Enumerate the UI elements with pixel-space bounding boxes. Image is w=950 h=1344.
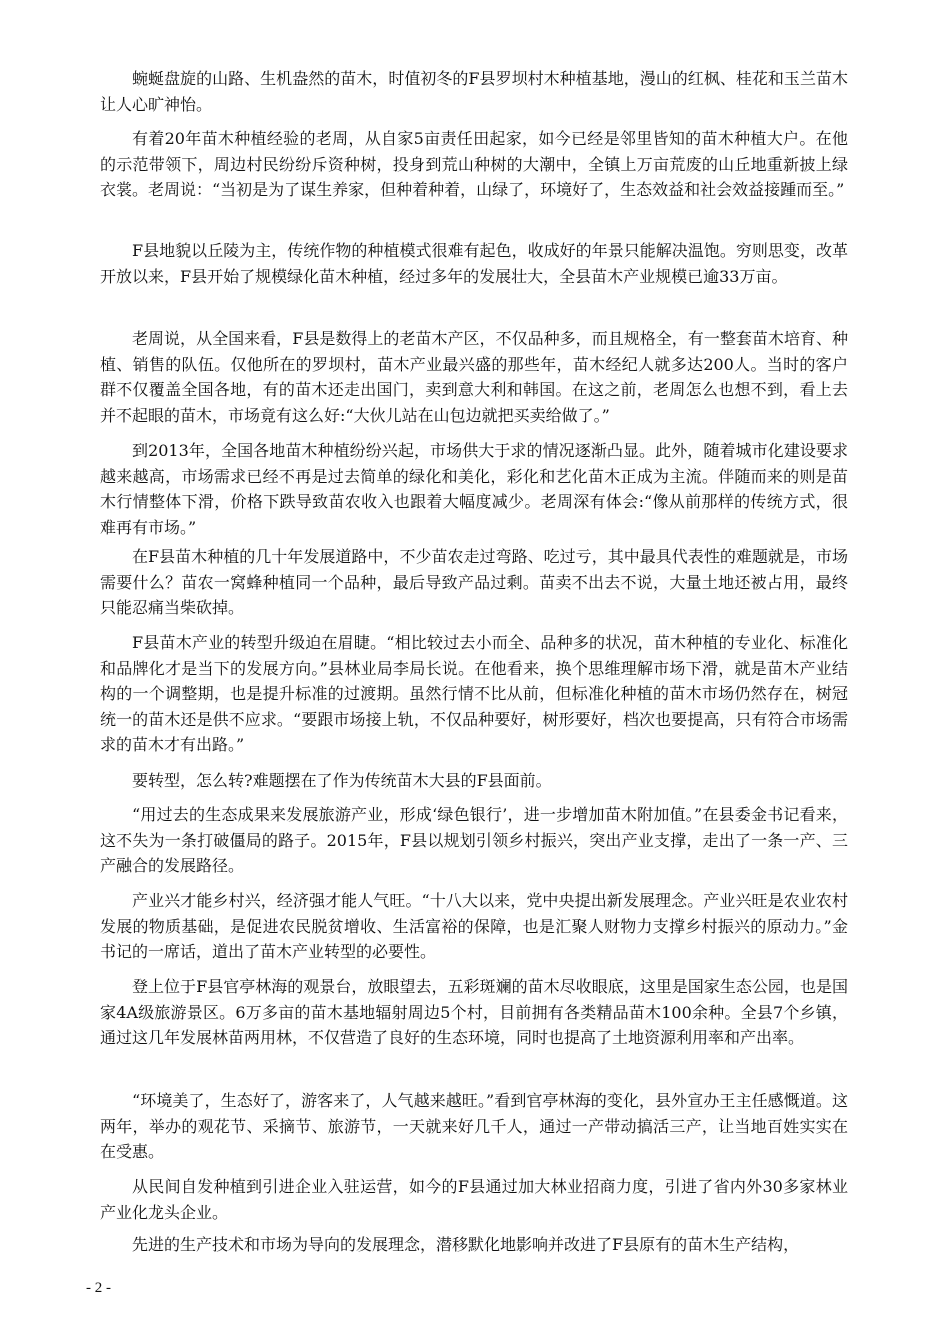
paragraph-12: “环境美了，生态好了，游客来了，人气越来越旺。”看到官亭林海的变化，县外宣办王主任感慨道。这两年，举办的观花节、采摘节、旅游节，一天就来好几千人，通过一产带动搞活三产，让当地百姓实实在在受惠。 — [100, 1091, 848, 1161]
paragraph-8: 要转型，怎么转?难题摆在了作为传统苗木大县的F县面前。 — [132, 771, 552, 790]
paragraph-2: 有着20年苗木种植经验的老周，从自家5亩责任田起家，如今已经是邻里皆知的苗木种植大户。在他的示范带领下，周边村民纷纷斥资种树，投身到荒山种树的大潮中，全镇上万亩荒废的山丘地重新披上绿衣裳。老周说：“当初是为了谋生养家，但种着种着，山绿了，环境好了，生态效益和社会效益接踵而至。” — [100, 129, 848, 199]
page-number: - 2 - — [86, 1280, 111, 1296]
paragraph-5: 到2013年，全国各地苗木种植纷纷兴起，市场供大于求的情况逐渐凸显。此外，随着城市化建设要求越来越高，市场需求已经不再是过去简单的绿化和美化，彩化和艺化苗木正成为主流。伴随而来的则是苗木行情整体下滑，价格下跌导致苗农收入也跟着大幅度减少。老周深有体会:“像从前那样的传统方式，很难再有市场。” — [100, 441, 848, 537]
paragraph-9: “用过去的生态成果来发展旅游产业，形成‘绿色银行’，进一步增加苗木附加值。”在县委金书记看来，这不失为一条打破僵局的路子。2015年，F县以规划引领乡村振兴，突出产业支撑，走出了一条一产、三产融合的发展路径。 — [100, 805, 848, 875]
paragraph-4: 老周说，从全国来看，F县是数得上的老苗木产区，不仅品种多，而且规格全，有一整套苗木培育、种植、销售的队伍。仅他所在的罗坝村，苗木产业最兴盛的那些年，苗木经纪人就多达200人。当时的客户群不仅覆盖全国各地，有的苗木还走出国门，卖到意大利和韩国。在这之前，老周怎么也想不到，看上去并不起眼的苗木，市场竟有这么好:“大伙儿站在山包边就把买卖给做了。” — [100, 329, 848, 425]
paragraph-6: 在F县苗木种植的几十年发展道路中，不少苗农走过弯路、吃过亏，其中最具代表性的难题就是，市场需要什么？苗农一窝蜂种植同一个品种，最后导致产品过剩。苗卖不出去不说，大量土地还被占用，最终只能忍痛当柴砍掉。 — [100, 547, 848, 617]
paragraph-3: F县地貌以丘陵为主，传统作物的种植模式很难有起色，收成好的年景只能解决温饱。穷则思变，改革开放以来，F县开始了规模绿化苗木种植，经过多年的发展壮大，全县苗木产业规模已逾33万亩。 — [100, 241, 848, 286]
paragraph-7: F县苗木产业的转型升级迫在眉睫。“相比较过去小而全、品种多的状况，苗木种植的专业化、标准化和品牌化才是当下的发展方向。”县林业局李局长说。在他看来，换个思维理解市场下滑，就是苗木产业结构的一个调整期，也是提升标准的过渡期。虽然行情不比从前，但标准化种植的苗木市场仍然存在，树冠统一的苗木还是供不应求。“要跟市场接上轨，不仅品种要好，树形要好，档次也要提高，只有符合市场需求的苗木才有出路。” — [100, 633, 848, 754]
paragraph-10: 产业兴才能乡村兴，经济强才能人气旺。“十八大以来，党中央提出新发展理念。产业兴旺是农业农村发展的物质基础，是促进农民脱贫增收、生活富裕的保障，也是汇聚人财物力支撑乡村振兴的原动力。”金书记的一席话，道出了苗木产业转型的必要性。 — [100, 891, 848, 961]
paragraph-11: 登上位于F县官亭林海的观景台，放眼望去，五彩斑斓的苗木尽收眼底，这里是国家生态公园，也是国家4A级旅游景区。6万多亩的苗木基地辐射周边5个村，目前拥有各类精品苗木100余种。全县7个乡镇，通过这几年发展林苗两用林，不仅营造了良好的生态环境，同时也提高了土地资源利用率和产出率。 — [100, 977, 848, 1047]
paragraph-13: 从民间自发种植到引进企业入驻运营，如今的F县通过加大林业招商力度，引进了省内外30多家林业产业化龙头企业。 — [100, 1177, 848, 1222]
paragraph-1: 蜿蜒盘旋的山路、生机盎然的苗木，时值初冬的F县罗坝村木种植基地，漫山的红枫、桂花和玉兰苗木让人心旷神怡。 — [100, 69, 848, 114]
paragraph-14: 先进的生产技术和市场为导向的发展理念，潜移默化地影响并改进了F县原有的苗木生产结构， — [132, 1235, 800, 1254]
